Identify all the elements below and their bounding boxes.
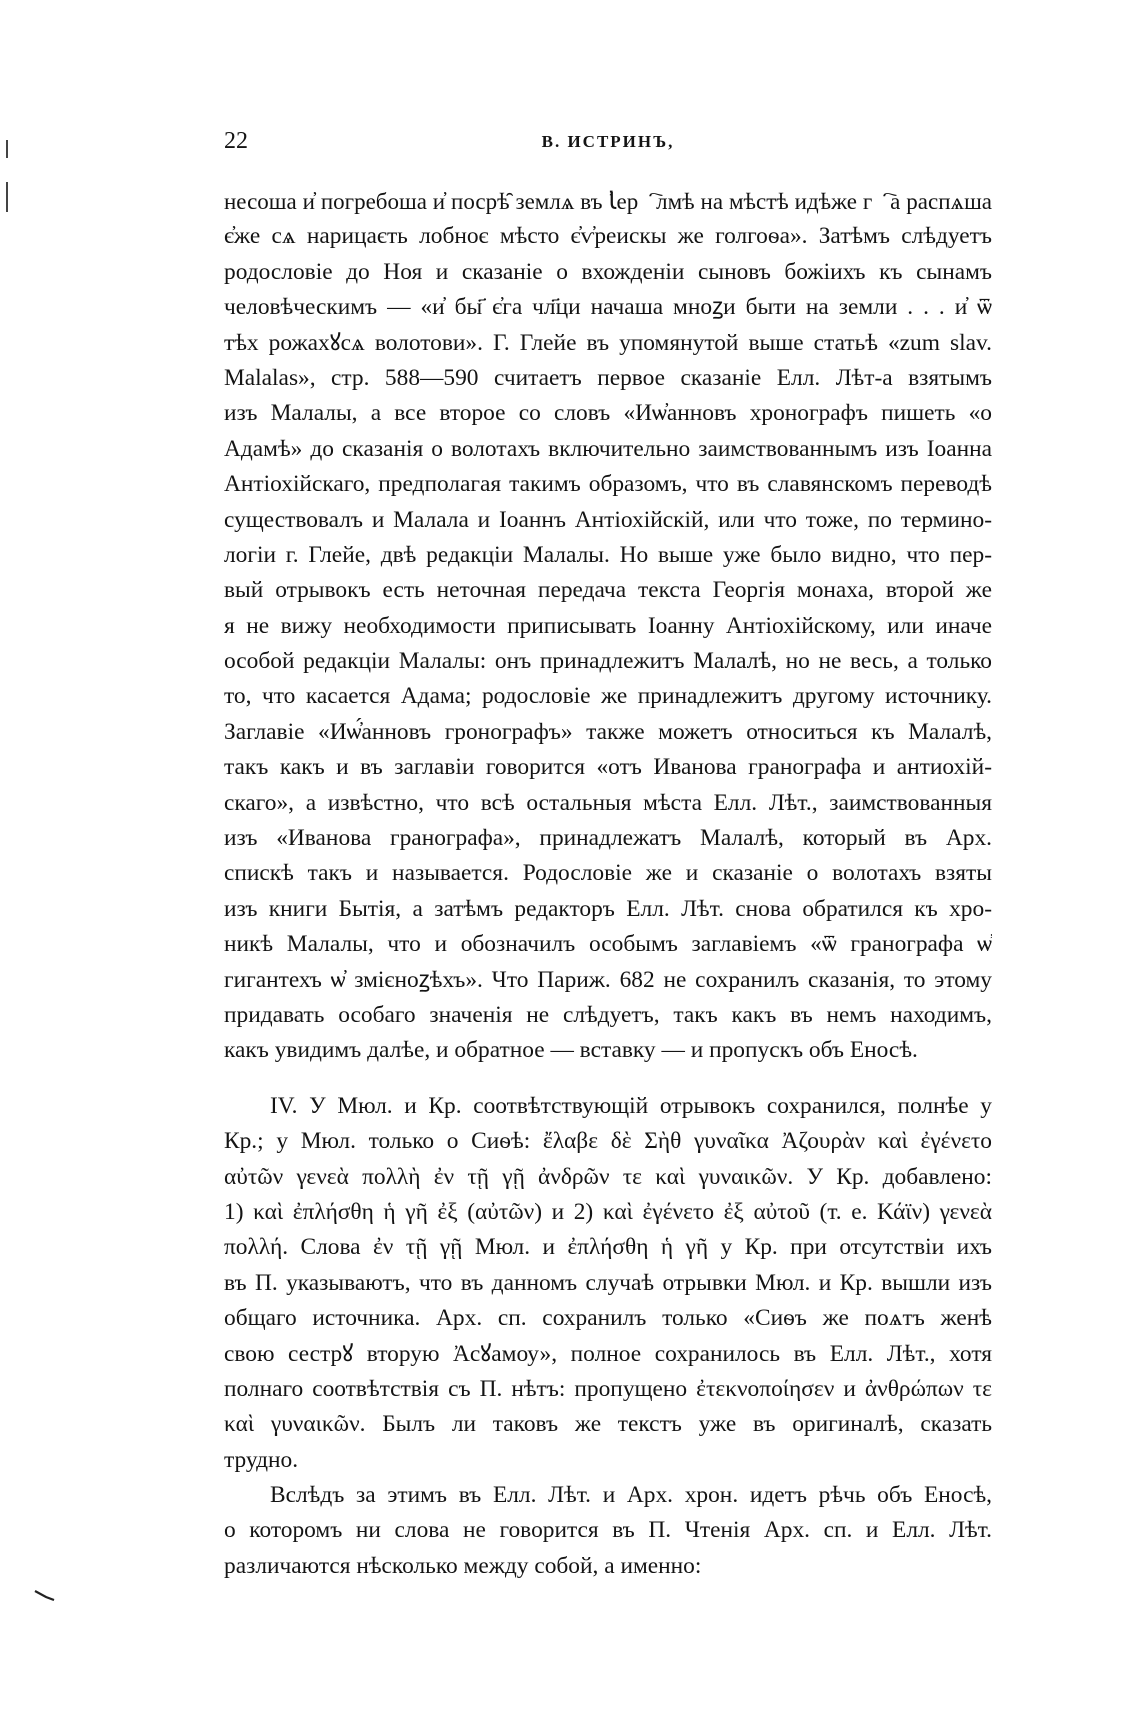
text-line: логіи г. Глейе, двѣ редакціи Малалы. Но выше уже было видно, что пер- [224,541,992,568]
page-header [224,128,992,160]
page-number: 22 [224,128,248,154]
paragraph [224,1478,992,1584]
text-line: свою сестрꙋ вторую Ἀсꙋамоу», полное сохранилось въ Елл. Лѣт., хотя [224,1340,992,1367]
text-line: придавать особаго значенія не слѣдуетъ, такъ какъ въ немъ находимъ, [224,1001,992,1028]
text-line: изъ книги Бытія, а затѣмъ редакторъ Елл. Лѣт. снова обратился къ хро- [224,895,992,922]
paragraph [224,1089,992,1478]
text-line: такъ какъ и въ заглавіи говорится «отъ Иванова гранографа и антиохій- [224,754,992,781]
text-line: вый отрывокъ есть неточная передача текста Георгія монаха, второй же [224,577,992,604]
text-line: трудно. [224,1446,299,1473]
text-line: особой редакціи Малалы: онъ принадлежитъ Малалѣ, но не весь, а только [224,648,992,675]
text-line: несоша и҆ погребоша и҆ посрѣ̑ землѧ въ Ꙇ҆ерⷭ҇лмѣ на мѣстѣ идѣже гⷭ҇а распѧша [224,189,992,214]
text-line: Вслѣдъ за этимъ въ Елл. Лѣт. и Арх. хрон. идетъ рѣчь объ Еносѣ, [270,1482,992,1509]
text-line: то, что касается Адама; родословіе же принадлежитъ другому источнику. [224,683,992,710]
text-line: существовалъ и Малала и Іоаннъ Антіохійскій, или что тоже, по термино- [224,506,992,533]
text-line: изъ «Иванова гранографа», принадлежатъ Малалѣ, который въ Арх. [224,825,992,852]
text-line: изъ Малалы, а все второе со словъ «Иѡ҆анновъ хронографъ пишеть «о [224,400,992,427]
text-line: тѣх рожахꙋсѧ волотови». Г. Глейе въ упомянутой выше статьѣ «zum slav. [224,329,992,356]
text-line: αὐτῶν γενεὰ πολλὴ ἐν τῇ γῇ ἀνδρῶν τε καὶ γυναικῶν. У Кр. добавлено: [224,1163,992,1190]
text-line: Malalas», стр. 588—590 считаетъ первое сказаніе Елл. Лѣт-а взятымъ [224,364,992,391]
text-line: Антіохійскаго, предполагая такимъ образомъ, что въ славянскомъ переводѣ [224,471,992,498]
text-line: IV. У Мюл. и Кр. соотвѣтствующій отрывокъ сохранился, полнѣе у [270,1092,992,1119]
text-line: гигантехъ ѡ҆ змієноꙁѣхъ». Что Париж. 682 не сохранилъ сказанія, то этому [224,966,992,993]
text-line: различаются нѣсколько между собой, а именно: [224,1552,702,1579]
text-line: Кр.; у Мюл. только о Сиѳѣ: ἔλαβε δὲ Σὴθ γυναῖκα Ἀζουρὰν καὶ ἐγένετο [224,1128,992,1155]
text-line: скаго», а извѣстно, что всѣ остальныя мѣста Елл. Лѣт., заимствованныя [224,789,992,816]
body-text [224,184,992,1584]
text-line: є҆же сѧ нарицаєть лобноє мѣсто є҆ѵ҆реискы же голгоѳа». Затѣмъ слѣдуетъ [224,223,992,250]
text-line: πολλή. Слова ἐν τῇ γῇ Мюл. и ἐπλήσθη ἡ γῆ у Кр. при отсутствіи ихъ [224,1234,992,1261]
scan-edge-mark [6,182,8,212]
paragraph [224,184,992,1069]
running-title: В. ИСТРИНЪ, [541,132,675,151]
text-line: Адамѣ» до сказанія о волотахъ включительно заимствованнымъ изъ Іоанна [224,435,992,462]
text-line: я не вижу необходимости приписывать Іоанну Антіохійскому, или иначе [224,612,992,639]
scan-edge-mark [6,140,8,158]
text-line: родословіе до Ноя и сказаніе о вхожденіи сыновъ божіихъ къ сынамъ [224,258,992,285]
text-line: общаго источника. Арх. сп. сохранилъ только «Сиѳъ же поѧтъ женѣ [224,1305,992,1332]
text-line: никѣ Малалы, что и обозначилъ особымъ заглавіемъ «ѿ гранографа ѡ҆ [224,931,992,958]
text-line: спискѣ такъ и называется. Родословіе же и сказаніе о волотахъ взяты [224,860,992,887]
text-line: какъ увидимъ далѣе, и обратное — вставку — и пропускъ объ Еносѣ. [224,1037,918,1064]
text-line: 1) καὶ ἐπλήσθη ἡ γῆ ἐξ (αὐτῶν) и 2) καὶ ἐγένετο ἐξ αὐτοῦ (т. е. Κάϊν) γενεὰ [224,1198,992,1225]
scan-corner-mark [34,1589,56,1601]
text-line: полнаго соотвѣтствія съ П. нѣтъ: пропущено ἐτεκνοποίησεν и ἀνθρώπων τε [224,1375,992,1402]
text-line: о которомъ ни слова не говорится въ П. Чтенія Арх. сп. и Елл. Лѣт. [224,1517,992,1544]
text-line: человѣческимъ — «и҆ бы҃ є҆га чл҃ци начаша мноꙁи быти на земли . . . и҆ ѿ [224,294,992,321]
paragraph-gap [224,1069,992,1089]
text-line: въ П. указываютъ, что въ данномъ случаѣ отрывки Мюл. и Кр. вышли изъ [224,1269,992,1296]
text-line: Заглавіе «Иѡ҆́анновъ гронографъ» также можетъ относиться къ Малалѣ, [224,718,992,745]
text-line: καὶ γυναικῶν. Былъ ли таковъ же текстъ уже въ оригиналѣ, сказать [224,1411,992,1438]
